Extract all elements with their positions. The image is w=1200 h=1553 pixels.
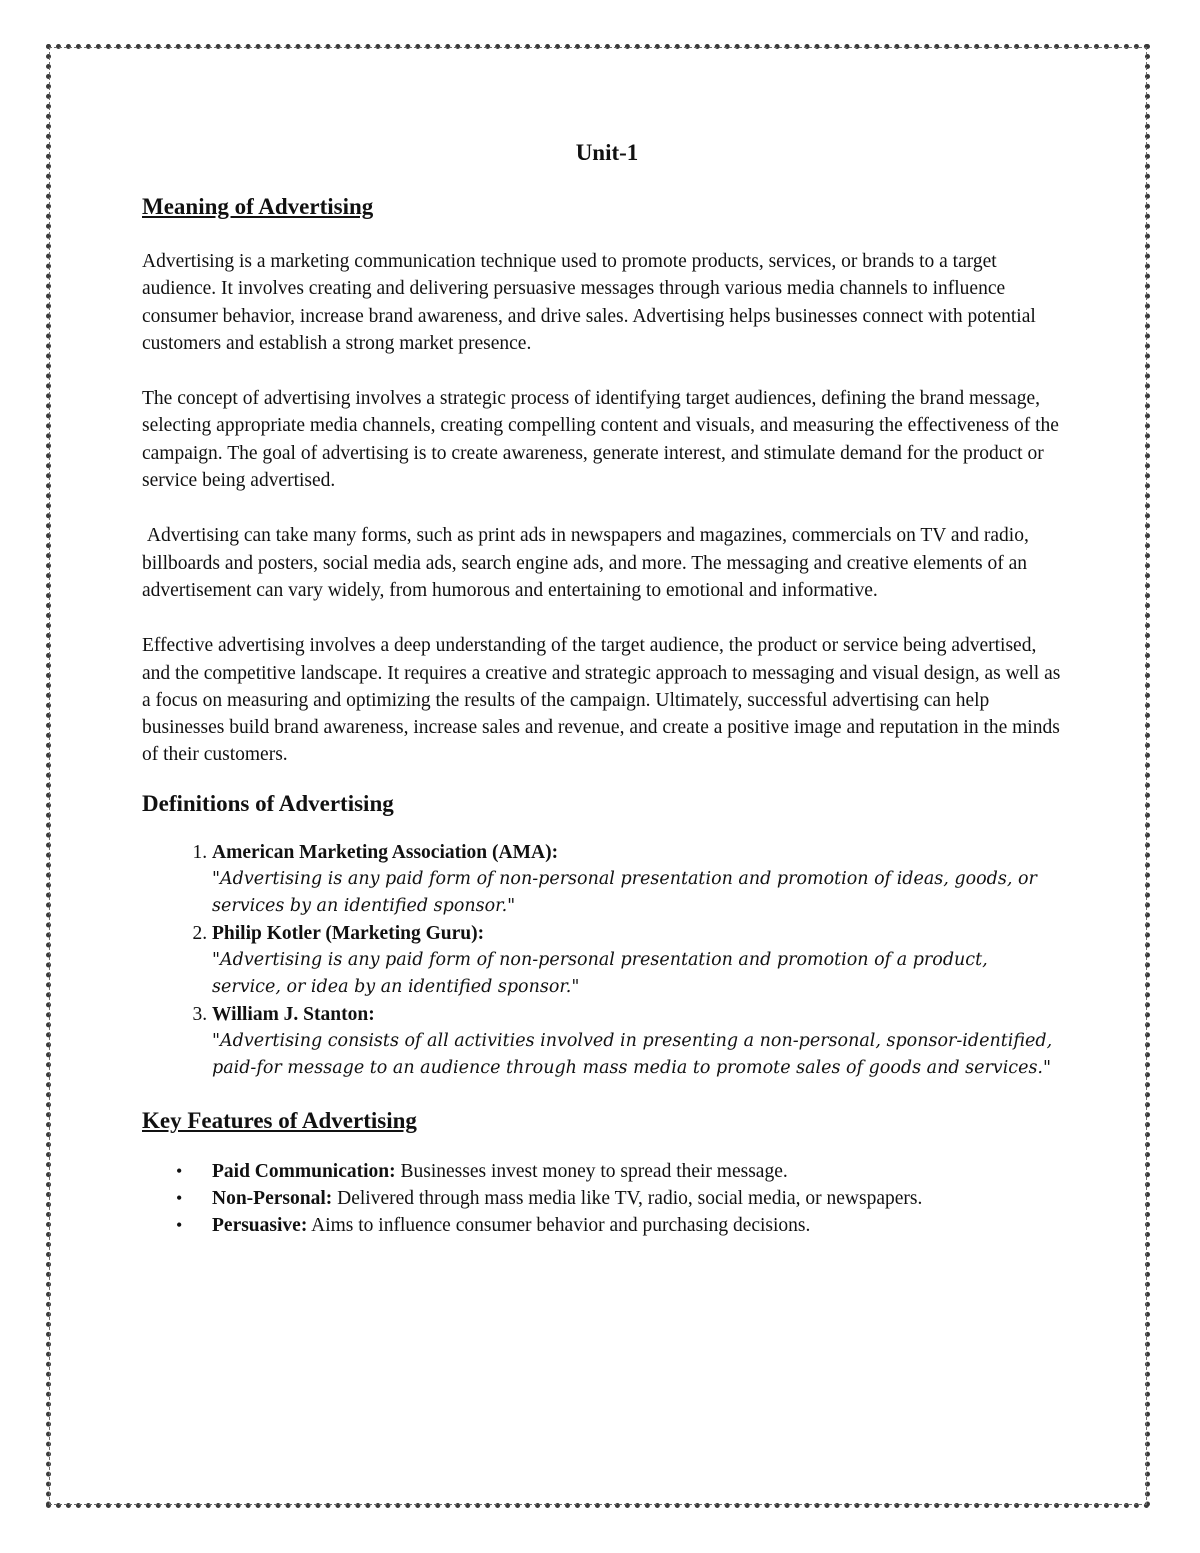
bullet-icon: • — [176, 1214, 183, 1235]
features-heading: Key Features of Advertising — [142, 1107, 417, 1133]
bullet-icon: • — [176, 1160, 183, 1181]
feature-item — [176, 1185, 1062, 1212]
features-list — [142, 1158, 1062, 1239]
definition-quote: "Advertising is any paid form of non-personal presentation and promotion of a product, service, or idea by an identified sponsor." — [212, 949, 988, 997]
definition-item — [212, 839, 1062, 920]
meaning-paragraph-1: Advertising is a marketing communication technique used to promote products, services, or brands to a target audience. It involves creating and delivering persuasive messages through various media channels to influence consumer behavior, increase brand awareness, and drive sales. Advertising helps businesses connect with potential customers and establish a strong market presence. — [142, 251, 1036, 354]
feature-name: Persuasive: — [212, 1214, 308, 1236]
meaning-heading: Meaning of Advertising — [142, 194, 374, 219]
definition-item — [212, 920, 1062, 1001]
definition-author: 2. Philip Kotler (Marketing Guru): — [212, 922, 485, 944]
feature-text: Aims to influence consumer behavior and purchasing decisions. — [307, 1214, 811, 1236]
feature-item — [176, 1212, 1062, 1239]
definitions-heading: Definitions of Advertising — [142, 790, 394, 816]
unit-title: Unit-1 — [575, 140, 639, 165]
document-body — [142, 140, 1062, 1239]
feature-item — [176, 1158, 1062, 1185]
definition-quote: "Advertising consists of all activities involved in presenting a non-personal, sponsor-identified, paid-for message to an audience through mass media to promote sales of goods and services." — [212, 1030, 1053, 1078]
definition-quote: "Advertising is any paid form of non-personal presentation and promotion of ideas, goods, or services by an identified sponsor." — [212, 868, 1037, 916]
definitions-list — [142, 839, 1062, 1082]
definition-author: 3. William J. Stanton: — [212, 1003, 375, 1025]
feature-text: Delivered through mass media like TV, radio, social media, or newspapers. — [332, 1187, 923, 1209]
meaning-paragraph-4: Effective advertising involves a deep understanding of the target audience, the product or service being advertised, and the competitive landscape. It requires a creative and strategic approach to messaging and visual design, as well as a focus on measuring and optimizing the results of the campaign. Ultimately, successful advertising can help businesses build brand awareness, increase sales and revenue, and create a positive image and reputation in the minds of their customers. — [142, 635, 1061, 766]
meaning-paragraph-3: Advertising can take many forms, such as print ads in newspapers and magazines, commercials on TV and radio, billboards and posters, social media ads, search engine ads, and more. The messaging and creative elements of an advertisement can vary widely, from humorous and entertaining to emotional and informative. — [142, 525, 1034, 601]
bullet-icon: • — [176, 1187, 183, 1208]
definition-item — [212, 1001, 1062, 1082]
feature-text: Businesses invest money to spread their message. — [395, 1160, 788, 1182]
feature-name: Non-Personal: — [212, 1187, 333, 1209]
meaning-paragraph-2: The concept of advertising involves a strategic process of identifying target audiences, defining the brand message, selecting appropriate media channels, creating compelling content and visuals, and measuring the effectiveness of the campaign. The goal of advertising is to create awareness, generate interest, and stimulate demand for the product or service being advertised. — [142, 388, 1059, 492]
definition-author: 1. American Marketing Association (AMA): — [212, 841, 559, 863]
feature-name: Paid Communication: — [212, 1160, 396, 1182]
